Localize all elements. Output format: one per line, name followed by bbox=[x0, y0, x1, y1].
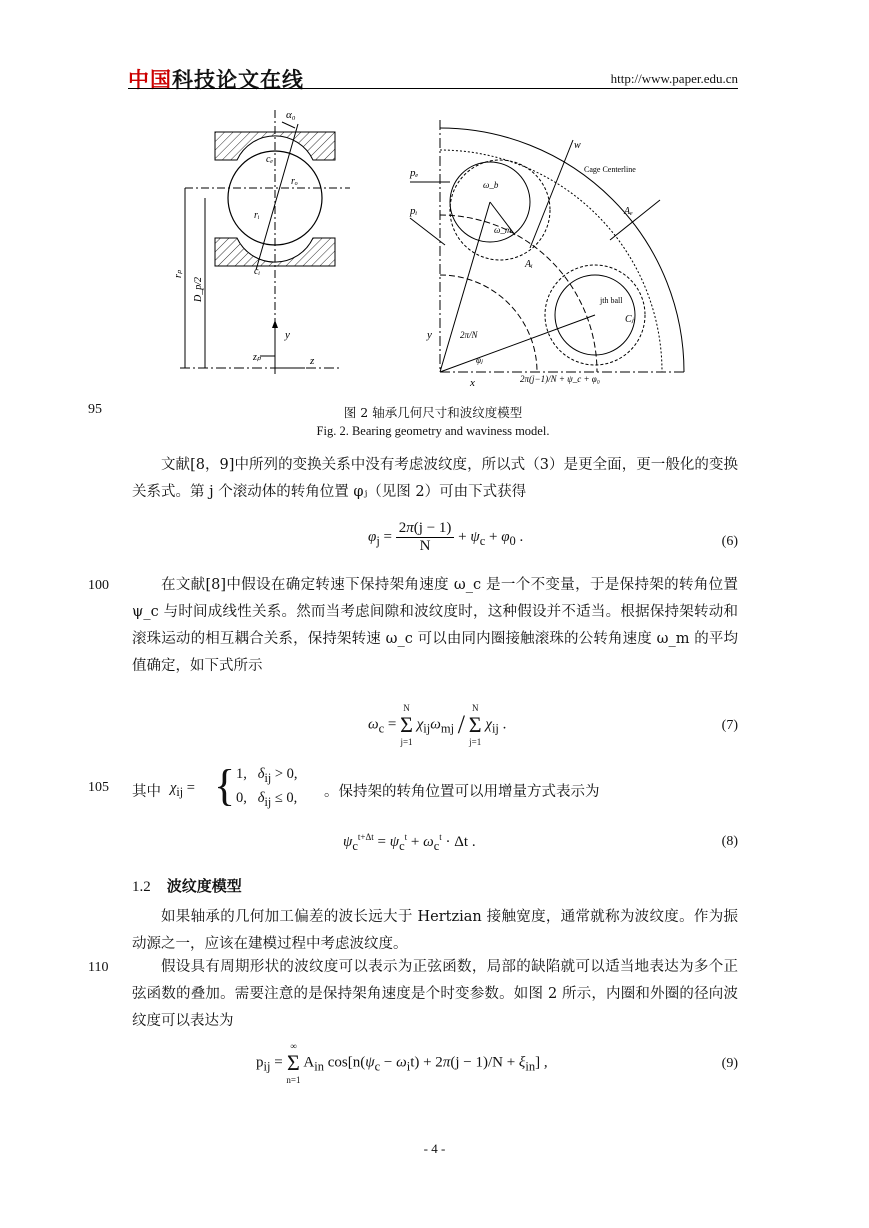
svg-text:D_p/2: D_p/2 bbox=[193, 277, 204, 302]
svg-text:y: y bbox=[285, 329, 290, 341]
journal-logo: 中国科技论文在线 bbox=[128, 68, 304, 92]
figure-caption-en: Fig. 2. Bearing geometry and waviness model. bbox=[316, 424, 550, 438]
svg-text:rₚ: rₚ bbox=[173, 269, 184, 278]
page-number: - 4 - bbox=[423, 1141, 446, 1156]
svg-text:z: z bbox=[310, 355, 315, 367]
figure-caption-zh: 图 2 轴承几何尺寸和波纹度模型 bbox=[343, 405, 523, 420]
paragraph: 在文献[8]中假设在确定转速下保持架角速度 ω_c 是一个不变量，于是保持架的转角位置 ψ_c 与时间成线性关系。然而当考虑间隙和波纹度时，这种假设并不适当。根据保持架转动和滚珠运动的相互耦合关系，保持架转速 ω_c 可以由同内圈接触滚珠的公转角速度 ω_m 的平均值确定，如下式所示 bbox=[132, 577, 738, 674]
svg-text:2π(j−1)/N + ψ_c + φ₀: 2π(j−1)/N + ψ_c + φ₀ bbox=[520, 374, 600, 384]
paragraph: 如果轴承的几何加工偏差的波长远大于 Hertzian 接触宽度，通常就称为波纹度。作为振动源之一，应该在建模过程中考虑波纹度。 bbox=[132, 909, 738, 952]
line-number: 110 bbox=[88, 960, 109, 975]
label-alpha0: α₀ bbox=[286, 110, 296, 121]
equation-9: $p_{ij}$ = ∞ Σ n=1 $A_{in}$ $\cos[n(\psi_c - \omega_it) + 2\pi(j - 1)/N + \xi_{in}]$ , (9) bbox=[256, 1041, 738, 1085]
bearing-figure bbox=[170, 110, 760, 400]
svg-text:cᵢ: cᵢ bbox=[254, 266, 261, 277]
svg-text:Aₑ: Aₑ bbox=[624, 206, 633, 217]
equation-7: $\omega_c$ = N Σ j=1 $\chi_{ij}\omega_{mj}$ / N Σ j=1 $\chi_{ij}$ . (7) bbox=[368, 703, 738, 747]
svg-text:jth ball: jth ball bbox=[600, 296, 623, 305]
svg-text:rᵢ: rᵢ bbox=[254, 210, 260, 221]
cage-centerline-label: Cage Centerline bbox=[584, 165, 636, 174]
section-heading: 1.2 波纹度模型 bbox=[132, 877, 242, 895]
line-number: 105 bbox=[88, 780, 109, 795]
svg-text:Cⱼ: Cⱼ bbox=[625, 314, 634, 325]
svg-text:x: x bbox=[470, 377, 475, 389]
svg-text:w: w bbox=[574, 140, 581, 151]
equation-6: $\varphi_j$ = $\frac{2\pi(j - 1)}{N}$ + $\psi_c + \varphi_0$ . (6) bbox=[368, 520, 738, 554]
equation-8: $\psi_c^{t+\Delta t} = \psi_c^t + \omega_c^t \cdot \Delta t$ . (8) bbox=[343, 832, 738, 853]
svg-text:Aᵢ: Aᵢ bbox=[525, 259, 533, 270]
bearing-cross-section bbox=[173, 110, 350, 375]
paragraph: 假设具有周期形状的波纹度可以表示为正弦函数，局部的缺陷就可以适当地表达为多个正弦函数的叠加。需要注意的是保持架角速度是个时变参数。如图 2 所示，内圈和外圈的径向波纹度可以表达为 bbox=[132, 959, 738, 1029]
svg-text:rₒ: rₒ bbox=[291, 176, 298, 187]
svg-text:ω_m: ω_m bbox=[494, 225, 512, 235]
header-rule bbox=[128, 88, 738, 89]
waviness-model bbox=[409, 120, 685, 389]
chi-definition: 其中 $\chi_{ij}$ = { 1, $\delta_{ij} > 0$, 0, $\delta_{ij} \le 0$, 。保持架的转角位置可以用增量方式表示为 bbox=[132, 761, 600, 810]
svg-text:ω_b: ω_b bbox=[483, 180, 499, 190]
svg-text:cₑ: cₑ bbox=[266, 154, 274, 165]
line-number: 95 bbox=[88, 402, 102, 417]
line-number: 100 bbox=[88, 578, 109, 593]
svg-text:pᵢ: pᵢ bbox=[410, 205, 418, 217]
paragraph: 文献[8，9]中所列的变换关系中没有考虑波纹度，所以式（3）是更全面，更一般化的变换关系式。第 j 个滚动体的转角位置 φⱼ（见图 2）可由下式获得 bbox=[132, 457, 738, 500]
svg-text:pₑ: pₑ bbox=[410, 167, 419, 179]
svg-text:zₚ: zₚ bbox=[253, 352, 262, 363]
header-url[interactable]: http://www.paper.edu.cn bbox=[610, 71, 738, 86]
svg-text:y: y bbox=[427, 329, 432, 341]
svg-text:2π/N: 2π/N bbox=[460, 330, 478, 340]
svg-text:φⱼ: φⱼ bbox=[476, 355, 483, 365]
